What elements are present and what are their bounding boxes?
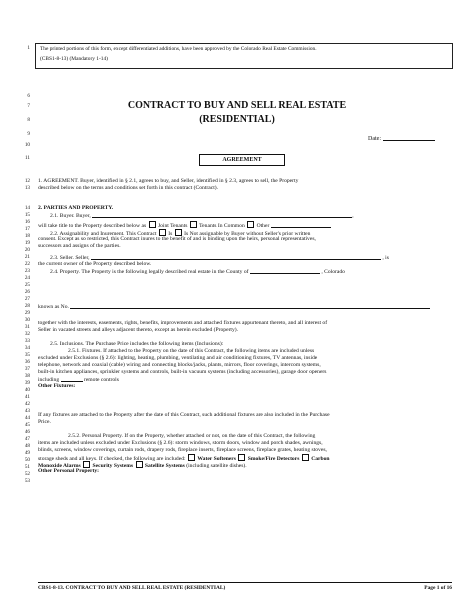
joint-tenants-checkbox[interactable] xyxy=(149,221,156,228)
notice-line-1: The printed portions of this form, except differentiated additions, have been approved by the Colorado Real Estate Commission. xyxy=(40,46,317,52)
additional-fixtures-line-2: Price. xyxy=(38,419,51,425)
water-softeners-label: Water Softeners xyxy=(197,456,236,462)
line-number: 31 xyxy=(24,324,30,330)
carbon-monoxide-checkbox[interactable] xyxy=(302,454,309,461)
smoke-detectors-label: Smoke/Fire Detectors xyxy=(247,456,300,462)
seller-label: 2.3. Seller. Seller, xyxy=(50,255,90,261)
address-field[interactable] xyxy=(70,303,430,309)
fixtures-line-3: telephone, network and coaxial (cable) wiring and connecting blocks/jacks, plants, mirrors, floor coverings, intercom systems, xyxy=(38,362,321,368)
fixtures-line-1: 2.5.1. Fixtures. If attached to the Property on the date of this Contract, the following items are included unless xyxy=(68,348,315,354)
footer-page-number: Page 1 of 16 xyxy=(424,585,452,591)
line-number: 25 xyxy=(24,282,30,288)
line-number: 49 xyxy=(24,450,30,456)
line-number: 30 xyxy=(24,317,30,323)
line-number: 26 xyxy=(24,289,30,295)
line-number: 50 xyxy=(24,457,30,463)
personal-property-line-4: storage sheds and all keys. If checked, the following are included: xyxy=(38,456,186,462)
line-number: 45 xyxy=(24,422,30,428)
line-number: 17 xyxy=(24,226,30,232)
line-number: 24 xyxy=(24,275,30,281)
known-as-label: known as No. xyxy=(38,304,69,310)
section-1-line-1: 1. AGREEMENT. Buyer, identified in § 2.1, agrees to buy, and Seller, identified in § 2.3, agrees to sell, the Property xyxy=(38,178,299,184)
page-title: CONTRACT TO BUY AND SELL REAL ESTATE xyxy=(127,100,347,111)
line-number: 43 xyxy=(24,408,30,414)
line-number: 20 xyxy=(24,247,30,253)
line-number: 34 xyxy=(24,345,30,351)
line-number: 13 xyxy=(24,185,30,191)
other-title-label: Other xyxy=(256,223,270,229)
line-number: 38 xyxy=(24,373,30,379)
notice-line-2: (CBS1-8-13) (Mandatory 1-14) xyxy=(40,56,108,62)
line-number: 15 xyxy=(24,212,30,218)
remote-count-field[interactable] xyxy=(61,376,83,382)
line-number: 23 xyxy=(24,268,30,274)
county-field[interactable] xyxy=(250,268,320,274)
section-2-heading: 2. PARTIES AND PROPERTY. xyxy=(38,205,114,211)
seller-field[interactable] xyxy=(91,254,381,260)
fixtures-line-2: excluded under Exclusions (§ 2.6): lighting, heating, plumbing, ventilating and air conditioning fixtures, TV antennas, inside xyxy=(38,355,318,361)
security-systems-checkbox[interactable] xyxy=(83,461,90,468)
line-number: 48 xyxy=(24,443,30,449)
title-label: will take title to the Property described below as xyxy=(38,223,147,229)
assignability-label: 2.2. Assignability and Inurement. This Contract xyxy=(50,231,157,237)
remote-controls-label: remote controls xyxy=(83,377,119,383)
line-number: 8 xyxy=(27,117,30,123)
line-number: 39 xyxy=(24,380,30,386)
section-1-line-2: described below on the terms and conditions set forth in this contract (Contract). xyxy=(38,185,219,191)
page-footer xyxy=(38,582,452,591)
line-number: 47 xyxy=(24,436,30,442)
monoxide-alarms-label: Monoxide Alarms xyxy=(38,463,81,469)
is-not-label: Is Not xyxy=(184,231,198,237)
other-fixtures-label: Other Fixtures: xyxy=(38,383,76,389)
commission-notice-box xyxy=(35,43,453,69)
seller-suffix: , is xyxy=(382,255,389,261)
including-label: including xyxy=(38,377,60,383)
line-number: 11 xyxy=(25,155,30,161)
property-description-line-1: together with the interests, easements, rights, benefits, improvements and attached fixtures appurtenant thereto, and all interest of xyxy=(38,320,328,326)
additional-fixtures-line-1: If any fixtures are attached to the Property after the date of this Contract, such additional fixtures are also included in the Purchase xyxy=(38,412,330,418)
line-number: 14 xyxy=(24,205,30,211)
line-number: 28 xyxy=(24,303,30,309)
assignability-line-2: consent. Except as so restricted, this Contract inures to the benefit of and is binding upon the heirs, personal representatives, xyxy=(38,236,316,242)
assignability-text: assignable by Buyer without Seller's prior written xyxy=(199,231,311,237)
line-number: 53 xyxy=(24,478,30,484)
line-number: 7 xyxy=(27,103,30,109)
line-number: 12 xyxy=(24,178,30,184)
satellite-note: (including satellite dishes). xyxy=(186,463,247,469)
known-as-row xyxy=(38,303,452,311)
footer-form-title: CBS1-8-13. CONTRACT TO BUY AND SELL REAL ESTATE (RESIDENTIAL) xyxy=(38,585,226,591)
agreement-heading: AGREEMENT xyxy=(199,154,285,166)
line-number: 9 xyxy=(27,131,30,137)
line-number: 1 xyxy=(27,45,30,51)
line-number: 27 xyxy=(24,296,30,302)
line-number: 19 xyxy=(24,240,30,246)
other-title-field[interactable] xyxy=(271,222,331,228)
line-number: 44 xyxy=(24,415,30,421)
fixtures-line-4: built-in kitchen appliances, sprinkler systems and controls, built-in vacuum systems (including accessories), garage door openers xyxy=(38,369,327,375)
security-systems-label: Security Systems xyxy=(92,463,134,469)
buyer-label: 2.1. Buyer. Buyer, xyxy=(50,213,91,219)
line-number: 33 xyxy=(24,338,30,344)
personal-property-line-3: blinds, screens, window coverings, curtain rods, drapery rods, fireplace inserts, fireplace screens, fireplace grates, heating stoves, xyxy=(38,447,327,453)
line-number: 40 xyxy=(24,387,30,393)
carbon-label: Carbon xyxy=(311,456,330,462)
line-number: 29 xyxy=(24,310,30,316)
assignability-line-3: successors and assigns of the parties. xyxy=(38,243,121,249)
inclusions-heading: 2.5. Inclusions. The Purchase Price includes the following items (Inclusions): xyxy=(50,341,224,347)
is-label: Is xyxy=(168,231,173,237)
line-number: 32 xyxy=(24,331,30,337)
line-number: 18 xyxy=(24,233,30,239)
buyer-field[interactable] xyxy=(92,212,352,218)
satellite-systems-checkbox[interactable] xyxy=(136,461,143,468)
line-number: 51 xyxy=(24,464,30,470)
other-title-checkbox[interactable] xyxy=(247,221,254,228)
seller-line-2: the current owner of the Property described below. xyxy=(38,261,152,267)
joint-tenants-label: Joint Tenants xyxy=(157,223,188,229)
is-assignable-checkbox[interactable] xyxy=(159,229,166,236)
property-label: 2.4. Property. The Property is the following legally described real estate in the County of xyxy=(50,269,249,275)
personal-property-line-2: items are included unless excluded under Exclusions (§ 2.6): storm windows, storm doors, window and porch shades, awnings, xyxy=(38,440,323,446)
line-number: 37 xyxy=(24,366,30,372)
line-number: 21 xyxy=(24,254,30,260)
line-number: 35 xyxy=(24,352,30,358)
line-number: 16 xyxy=(24,219,30,225)
property-description-line-2: Seller in vacated streets and alleys adjacent thereto, except as herein excluded (Property). xyxy=(38,327,239,333)
line-number: 41 xyxy=(24,394,30,400)
date-field[interactable] xyxy=(383,135,435,141)
line-number: 36 xyxy=(24,359,30,365)
property-row xyxy=(38,268,452,276)
satellite-systems-label: Satellite Systems xyxy=(144,463,185,469)
is-not-assignable-checkbox[interactable] xyxy=(175,229,182,236)
water-softeners-checkbox[interactable] xyxy=(188,454,195,461)
date-label: Date: xyxy=(368,136,381,142)
line-number: 52 xyxy=(24,471,30,477)
line-number: 6 xyxy=(27,93,30,99)
buyer-row: 2.1. Buyer. Buyer, , xyxy=(50,213,354,219)
smoke-detectors-checkbox[interactable] xyxy=(238,454,245,461)
tenants-in-common-checkbox[interactable] xyxy=(190,221,197,228)
line-number: 42 xyxy=(24,401,30,407)
personal-property-line-1: 2.5.2. Personal Property. If on the Property, whether attached or not, on the date of this Contract, the following xyxy=(68,433,316,439)
line-number: 10 xyxy=(24,142,30,148)
date-row xyxy=(368,135,435,142)
tenants-in-common-label: Tenants In Common xyxy=(199,223,245,229)
line-number: 46 xyxy=(24,429,30,435)
other-personal-property-label: Other Personal Property: xyxy=(38,468,99,474)
line-number: 22 xyxy=(24,261,30,267)
property-suffix: , Colorado xyxy=(321,269,345,275)
page-subtitle: (RESIDENTIAL) xyxy=(199,114,275,125)
